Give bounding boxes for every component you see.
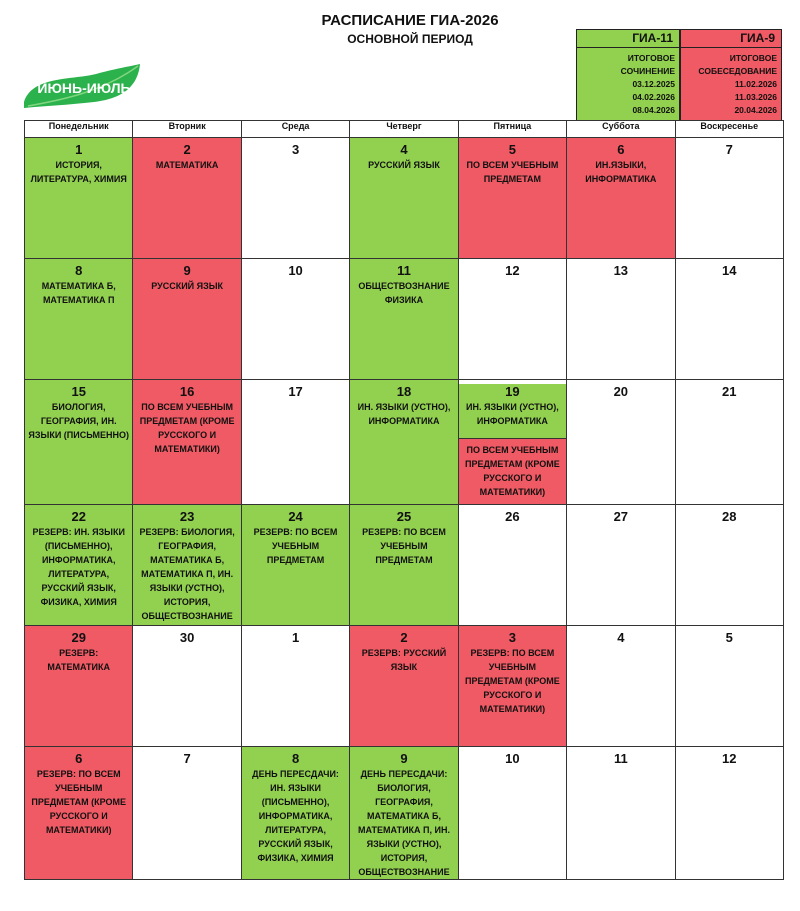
calendar-day-cell xyxy=(458,259,566,380)
weekday-header: Четверг xyxy=(350,121,458,138)
day-number: 8 xyxy=(75,263,83,278)
legend-gia11-line: СОЧИНЕНИЕ xyxy=(620,66,675,76)
weekday-header: Воскресенье xyxy=(675,121,783,138)
day-number: 17 xyxy=(288,384,303,399)
calendar-body xyxy=(25,138,784,880)
day-number: 4 xyxy=(400,142,408,157)
day-number: 28 xyxy=(722,509,737,524)
day-number: 2 xyxy=(183,142,191,157)
exam-subjects: ИН. ЯЗЫКИ (УСТНО), ИНФОРМАТИКА xyxy=(466,402,559,426)
exam-subjects: МАТЕМАТИКА Б, МАТЕМАТИКА П xyxy=(41,281,116,305)
legend-gia11 xyxy=(576,29,680,121)
day-number: 2 xyxy=(400,630,408,645)
page-title: РАСПИСАНИЕ ГИА-2026 xyxy=(321,12,499,29)
legend-gia9-line: 11.02.2026 xyxy=(734,79,777,89)
calendar-week-row xyxy=(25,380,784,505)
legend-gia11-header: ГИА-11 xyxy=(577,30,679,48)
exam-subjects: РЕЗЕРВ: МАТЕМАТИКА xyxy=(47,648,110,672)
exam-subjects: ДЕНЬ ПЕРЕСДАЧИ: ИН. ЯЗЫКИ (ПИСЬМЕННО), ИНФОРМАТИКА, ЛИТЕРАТУРА, РУССКИЙ ЯЗЫК, ФИЗИКА, ХИМИЯ xyxy=(252,769,339,863)
day-number: 1 xyxy=(75,142,83,157)
calendar-day-cell xyxy=(25,747,133,880)
calendar-day-cell xyxy=(567,380,675,505)
calendar-day-cell xyxy=(25,138,133,259)
calendar-day-cell xyxy=(675,380,783,505)
calendar-day-cell xyxy=(458,380,566,505)
legend-gia9-body xyxy=(681,48,781,120)
exam-subjects: ОБЩЕСТВОЗНАНИЕ ФИЗИКА xyxy=(358,281,450,305)
exam-subjects: РЕЗЕРВ: ИН. ЯЗЫКИ (ПИСЬМЕННО), ИНФОРМАТИКА, ЛИТЕРАТУРА, РУССКИЙ ЯЗЫК, ФИЗИКА, ХИМИЯ xyxy=(32,527,125,607)
exam-subjects: РЕЗЕРВ: ПО ВСЕМ УЧЕБНЫМ ПРЕДМЕТАМ (КРОМЕ РУССКОГО И МАТЕМАТИКИ) xyxy=(465,648,560,714)
legend-gia11-line: 08.04.2026 xyxy=(632,105,675,115)
legend-gia11-line: ИТОГОВОЕ xyxy=(627,53,675,63)
calendar-day-cell xyxy=(133,747,241,880)
logo-text: ИЮНЬ-ИЮЛЬ xyxy=(37,80,131,96)
exam-subjects: ДЕНЬ ПЕРЕСДАЧИ: БИОЛОГИЯ, ГЕОГРАФИЯ, МАТЕМАТИКА Б, МАТЕМАТИКА П, ИН. ЯЗЫКИ (УСТНО), ИСТОРИЯ, ОБЩЕСТВОЗНАНИЕ xyxy=(357,769,450,877)
exam-calendar xyxy=(24,120,784,880)
calendar-day-cell xyxy=(567,505,675,626)
legend-gia11-body xyxy=(577,48,679,120)
calendar-day-cell xyxy=(350,138,458,259)
exam-subjects: РЕЗЕРВ: ПО ВСЕМ УЧЕБНЫМ ПРЕДМЕТАМ xyxy=(362,527,446,565)
calendar-week-row xyxy=(25,259,784,380)
legend-gia11-line: 03.12.2025 xyxy=(632,79,675,89)
calendar-day-cell xyxy=(458,138,566,259)
weekday-header: Пятница xyxy=(458,121,566,138)
legend-gia9-line: 20.04.2026 xyxy=(734,105,777,115)
calendar-day-cell xyxy=(25,259,133,380)
exam-subjects: ПО ВСЕМ УЧЕБНЫМ ПРЕДМЕТАМ (КРОМЕ РУССКОГО И МАТЕМАТИКИ) xyxy=(139,402,235,454)
exam-subjects: ИН. ЯЗЫКИ (УСТНО), ИНФОРМАТИКА xyxy=(357,402,451,426)
day-number: 7 xyxy=(725,142,733,157)
day-number: 12 xyxy=(505,263,520,278)
day-number: 12 xyxy=(722,751,737,766)
day-number: 9 xyxy=(183,263,191,278)
day-number: 21 xyxy=(722,384,737,399)
day-number: 27 xyxy=(613,509,629,524)
calendar-day-cell xyxy=(350,747,458,880)
calendar-week-row xyxy=(25,747,784,880)
legend-gia9-line: СОБЕСЕДОВАНИЕ xyxy=(698,66,777,76)
exam-subjects: РЕЗЕРВ: РУССКИЙ ЯЗЫК xyxy=(361,648,447,672)
calendar-day-cell xyxy=(133,626,241,747)
calendar-day-cell xyxy=(241,626,349,747)
day-number: 6 xyxy=(617,142,625,157)
exam-subjects: РЕЗЕРВ: ПО ВСЕМ УЧЕБНЫМ ПРЕДМЕТАМ xyxy=(253,527,338,565)
day-number: 7 xyxy=(183,751,191,766)
day-number: 20 xyxy=(613,384,629,399)
calendar-day-cell xyxy=(567,626,675,747)
day-number: 5 xyxy=(508,142,517,157)
day-number: 10 xyxy=(288,263,303,278)
exam-subjects: РУССКИЙ ЯЗЫК xyxy=(151,281,224,291)
exam-subjects: ПО ВСЕМ УЧЕБНЫМ ПРЕДМЕТАМ xyxy=(466,160,559,184)
calendar-day-cell xyxy=(675,138,783,259)
exam-subjects: ПО ВСЕМ УЧЕБНЫМ ПРЕДМЕТАМ (КРОМЕ РУССКОГО И МАТЕМАТИКИ) xyxy=(465,445,560,497)
day-number: 13 xyxy=(613,263,629,278)
calendar-day-cell xyxy=(25,505,133,626)
legend-gia9 xyxy=(680,29,782,121)
calendar-week-row xyxy=(25,626,784,747)
exam-subjects: РУССКИЙ ЯЗЫК xyxy=(368,160,440,170)
calendar-day-cell xyxy=(133,259,241,380)
day-number: 10 xyxy=(505,751,520,766)
calendar-day-cell xyxy=(241,380,349,505)
day-number: 29 xyxy=(71,630,86,645)
day-number: 6 xyxy=(75,751,83,766)
day-number: 30 xyxy=(179,630,195,645)
day-number: 5 xyxy=(725,630,733,645)
day-number: 4 xyxy=(617,630,625,645)
calendar-day-cell xyxy=(675,747,783,880)
weekday-header: Суббота xyxy=(567,121,675,138)
gia11-exam-block xyxy=(459,384,566,438)
calendar-day-cell xyxy=(25,380,133,505)
day-number: 11 xyxy=(397,263,411,278)
calendar-day-cell xyxy=(241,505,349,626)
weekday-header-row xyxy=(25,121,784,138)
day-number: 1 xyxy=(291,630,300,645)
calendar-day-cell xyxy=(25,626,133,747)
calendar-day-cell xyxy=(675,259,783,380)
weekday-header: Понедельник xyxy=(25,121,133,138)
legend-gia9-line: ИТОГОВОЕ xyxy=(729,53,777,63)
day-number: 15 xyxy=(71,384,86,399)
exam-subjects: РЕЗЕРВ: ПО ВСЕМ УЧЕБНЫМ ПРЕДМЕТАМ (КРОМЕ РУССКОГО И МАТЕМАТИКИ) xyxy=(31,769,127,835)
day-number: 25 xyxy=(396,509,412,524)
exam-subjects: БИОЛОГИЯ, ГЕОГРАФИЯ, ИН. ЯЗЫКИ (ПИСЬМЕННО) xyxy=(28,402,129,440)
exam-subjects: ИН.ЯЗЫКИ, ИНФОРМАТИКА xyxy=(585,160,657,184)
weekday-header: Вторник xyxy=(133,121,241,138)
calendar-day-cell xyxy=(350,505,458,626)
calendar-day-cell xyxy=(350,626,458,747)
leaf-logo xyxy=(22,62,142,110)
day-number: 18 xyxy=(396,384,412,399)
day-number: 26 xyxy=(505,509,520,524)
day-number: 3 xyxy=(508,630,517,645)
calendar-week-row xyxy=(25,505,784,626)
calendar-day-cell xyxy=(133,505,241,626)
day-number: 9 xyxy=(400,751,408,766)
day-number: 19 xyxy=(505,384,520,399)
calendar-day-cell xyxy=(133,138,241,259)
day-number: 23 xyxy=(179,509,195,524)
calendar-day-cell xyxy=(675,505,783,626)
exam-subjects: РЕЗЕРВ: БИОЛОГИЯ, ГЕОГРАФИЯ, МАТЕМАТИКА Б, МАТЕМАТИКА П, ИН. ЯЗЫКИ (УСТНО), ИСТОРИЯ, ОБЩЕСТВОЗНАНИЕ xyxy=(139,527,235,621)
day-number: 24 xyxy=(288,509,303,524)
legend-gia9-line: 11.03.2026 xyxy=(734,92,777,102)
day-number: 3 xyxy=(291,142,300,157)
calendar-day-cell xyxy=(458,505,566,626)
calendar-day-cell xyxy=(567,138,675,259)
calendar-day-cell xyxy=(241,259,349,380)
day-number: 16 xyxy=(179,384,195,399)
day-number: 14 xyxy=(722,263,737,278)
page-subtitle: ОСНОВНОЙ ПЕРИОД xyxy=(347,32,473,46)
exam-subjects: МАТЕМАТИКА xyxy=(155,160,219,170)
calendar-day-cell xyxy=(567,259,675,380)
calendar-day-cell xyxy=(675,626,783,747)
legend-gia11-line: 04.02.2026 xyxy=(632,92,675,102)
calendar-day-cell xyxy=(241,747,349,880)
legend-gia9-header: ГИА-9 xyxy=(681,30,781,48)
calendar-day-cell xyxy=(350,259,458,380)
calendar-day-cell xyxy=(350,380,458,505)
calendar-day-cell xyxy=(133,380,241,505)
weekday-header: Среда xyxy=(241,121,349,138)
exam-subjects: ИСТОРИЯ, ЛИТЕРАТУРА, ХИМИЯ xyxy=(30,160,127,184)
day-number: 22 xyxy=(71,509,86,524)
day-number: 11 xyxy=(613,751,628,766)
calendar-week-row xyxy=(25,138,784,259)
calendar-day-cell xyxy=(458,747,566,880)
calendar-day-cell xyxy=(458,626,566,747)
calendar-day-cell xyxy=(241,138,349,259)
gia9-exam-block xyxy=(459,438,566,504)
calendar-day-cell xyxy=(567,747,675,880)
day-number: 8 xyxy=(291,751,300,766)
